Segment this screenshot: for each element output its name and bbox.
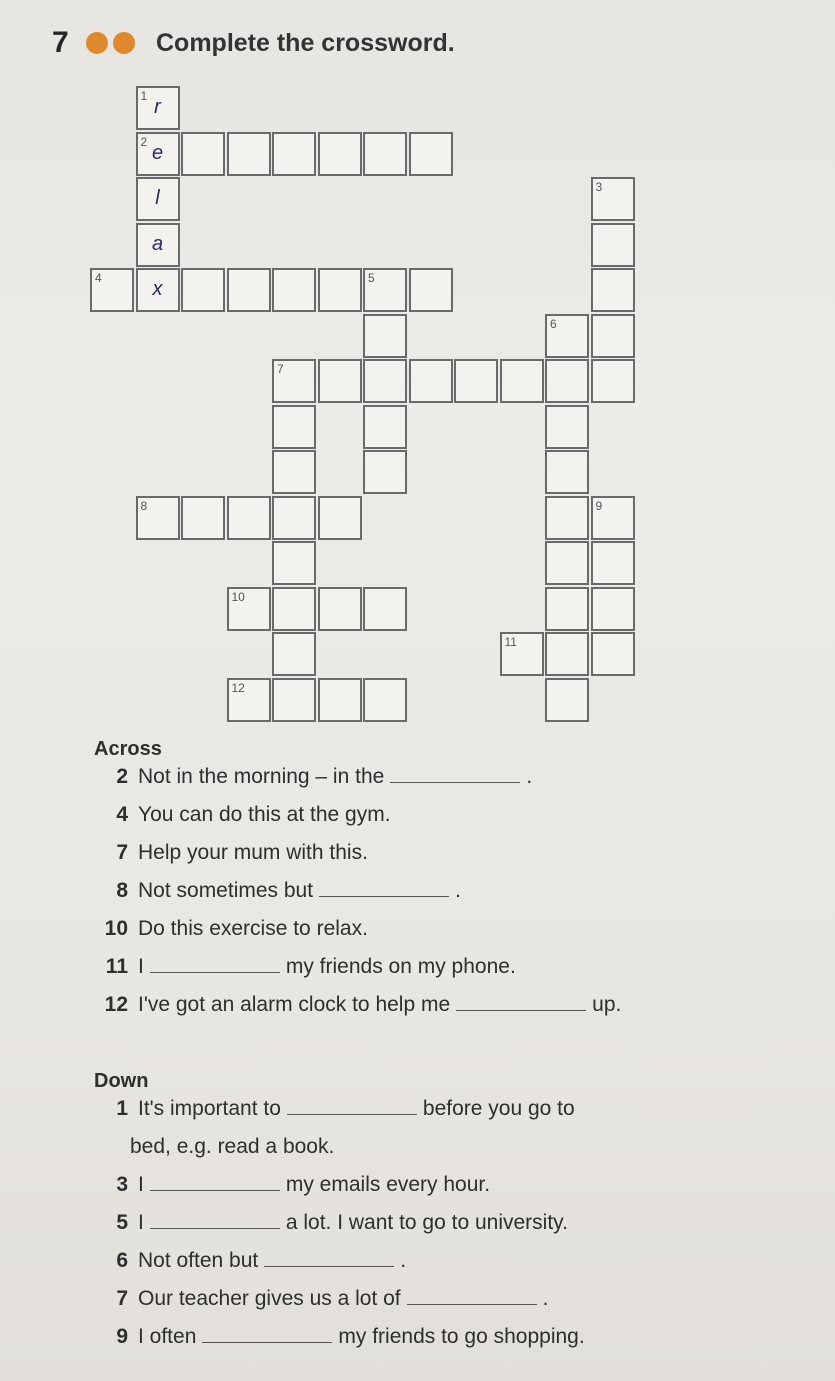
crossword-cell[interactable] [181,268,225,312]
clue-number: 2 [116,765,128,788]
exercise-number: 7 [52,26,69,59]
clue-text-after: my emails every hour. [285,1173,491,1196]
crossword-cell[interactable] [545,314,589,358]
crossword-cell[interactable] [227,587,271,631]
crossword-cell[interactable] [272,359,316,403]
across-clues [82,738,732,1031]
crossword-cell[interactable] [272,496,316,540]
crossword-cell[interactable] [136,223,180,267]
clue-text: Help your mum with this. [138,841,368,864]
crossword-cell[interactable] [591,359,635,403]
across-heading: Across [94,738,162,760]
down-heading: Down [94,1070,149,1092]
difficulty-dot-icon [86,32,108,54]
clue-row [82,879,732,917]
clue-number: 12 [231,680,245,695]
clue-number: 5 [116,1211,128,1234]
crossword-cell[interactable] [363,450,407,494]
crossword-cell[interactable] [181,132,225,176]
clue-text: I [138,955,144,978]
exercise-title: Complete the crossword. [156,28,455,57]
clue-text: Not sometimes but [138,879,314,902]
crossword-cell[interactable] [591,496,635,540]
clue-text: It's important to [138,1097,281,1120]
crossword-cell[interactable] [591,587,635,631]
crossword-cell[interactable] [136,132,180,176]
crossword-cell[interactable] [136,496,180,540]
crossword-cell[interactable] [500,632,544,676]
clue-text-after: up. [592,993,622,1016]
crossword-cell[interactable] [272,632,316,676]
clue-row [82,917,732,955]
crossword-cell[interactable] [318,587,362,631]
crossword-cell[interactable] [409,268,453,312]
crossword-cell[interactable] [363,268,407,312]
crossword-cell[interactable] [591,541,635,585]
clue-number: 10 [104,917,128,940]
filled-letter: x [152,278,163,300]
crossword-cell[interactable] [318,359,362,403]
crossword-cell[interactable] [409,359,453,403]
filled-letter: a [151,232,164,255]
crossword-cell[interactable] [545,678,589,722]
crossword-cell[interactable] [272,587,316,631]
answer-blank[interactable] [150,971,280,973]
crossword-cell[interactable] [545,496,589,540]
crossword-cell[interactable] [318,678,362,722]
crossword-cell[interactable] [318,268,362,312]
clue-row [82,841,732,879]
clue-text-after: . [400,1249,407,1272]
answer-blank[interactable] [407,1303,537,1305]
crossword-cell[interactable] [545,632,589,676]
clue-row [82,1173,732,1211]
clue-text-after: . [542,1287,549,1310]
crossword-cell[interactable] [90,268,134,312]
clue-number: 9 [116,1325,128,1348]
crossword-cell[interactable] [363,678,407,722]
clue-number: 4 [116,803,128,826]
crossword-cell[interactable] [545,450,589,494]
crossword-cell[interactable] [363,132,407,176]
clue-text-after: a lot. I want to go to university. [285,1211,568,1234]
crossword-cell[interactable] [545,405,589,449]
clue-row [82,1211,732,1249]
crossword-cell[interactable] [591,314,635,358]
clue-text: I [138,1173,144,1196]
clue-number: 7 [116,1287,128,1310]
crossword-cell[interactable] [500,359,544,403]
answer-blank[interactable] [202,1341,332,1343]
difficulty-dot-icon [113,32,135,54]
crossword-cell[interactable] [363,359,407,403]
answer-blank[interactable] [264,1265,394,1267]
clue-number: 4 [95,271,102,285]
clue-number: 8 [140,498,148,513]
clue-number: 7 [116,841,128,864]
clue-number: 10 [231,589,245,604]
clue-number: 7 [277,362,284,376]
clue-number: 11 [504,635,517,649]
crossword-cell[interactable] [227,678,271,722]
clue-row [82,1097,732,1135]
answer-blank[interactable] [390,781,520,783]
crossword-cell[interactable] [136,86,180,130]
filled-letter: e [151,141,164,164]
answer-blank[interactable] [456,1009,586,1011]
clue-row [82,803,732,841]
crossword-cell[interactable] [272,541,316,585]
answer-blank[interactable] [150,1227,280,1229]
clue-text-after: before you go to [422,1097,575,1120]
crossword-cell[interactable] [545,541,589,585]
crossword-cell[interactable] [181,496,225,540]
exercise-header [52,26,455,60]
crossword-cell[interactable] [409,132,453,176]
answer-blank[interactable] [150,1189,280,1191]
clue-text: Not often but [138,1249,259,1272]
crossword-cell[interactable] [545,587,589,631]
crossword-cell[interactable] [591,632,635,676]
clue-number: 6 [116,1249,128,1272]
crossword-cell[interactable] [272,132,316,176]
crossword-cell[interactable] [227,496,271,540]
crossword-cell[interactable] [591,268,635,312]
clue-text-after: . [455,879,461,902]
crossword-cell[interactable] [591,223,635,267]
clue-row [82,1287,732,1325]
filled-letter: r [154,96,161,118]
clue-number: 3 [595,180,603,194]
crossword-cell[interactable] [272,450,316,494]
clue-text-after: my friends to go shopping. [338,1325,585,1348]
answer-blank[interactable] [287,1113,417,1115]
crossword-cell[interactable] [227,132,271,176]
clue-text: You can do this at the gym. [138,803,391,826]
clue-number: 5 [368,271,375,285]
clue-number: 3 [116,1173,128,1196]
clue-row [82,1325,732,1363]
clue-row [82,955,732,993]
crossword-cell[interactable] [272,678,316,722]
answer-blank[interactable] [319,895,449,897]
clue-text: I often [138,1325,197,1348]
clue-text: Not in the morning – in the [138,765,385,788]
clue-text: Do this exercise to relax. [138,917,368,940]
crossword-cell[interactable] [318,496,362,540]
clue-row [82,1249,732,1287]
crossword-cell[interactable] [363,314,407,358]
clue-continuation: bed, e.g. read a book. [130,1135,335,1158]
crossword-cell[interactable] [591,177,635,221]
crossword-cell[interactable] [227,268,271,312]
crossword-cell[interactable] [136,177,180,221]
crossword-cell[interactable] [545,359,589,403]
down-clues [82,1070,732,1363]
clue-text: I [138,1211,144,1234]
clue-text: I've got an alarm clock to help me [138,993,451,1016]
crossword-cell[interactable] [363,405,407,449]
clue-text-after: . [526,765,533,788]
clue-number: 8 [116,879,128,902]
clue-number: 1 [140,89,148,103]
crossword-cell[interactable] [272,268,316,312]
clue-number: 9 [595,498,603,513]
clue-row [82,765,732,803]
clue-number: 11 [105,955,128,978]
crossword-cell[interactable] [363,587,407,631]
clue-number: 2 [140,134,148,149]
crossword-cell[interactable] [454,359,498,403]
crossword-cell[interactable] [318,132,362,176]
clue-number: 12 [104,993,128,1016]
clue-text: Our teacher gives us a lot of [138,1287,401,1310]
crossword-cell[interactable] [272,405,316,449]
clue-number: 1 [116,1097,128,1120]
clue-number: 6 [550,316,557,331]
clue-row [82,993,732,1031]
filled-letter: l [155,187,160,209]
clue-text-after: my friends on my phone. [285,955,516,978]
crossword-cell[interactable] [136,268,180,312]
